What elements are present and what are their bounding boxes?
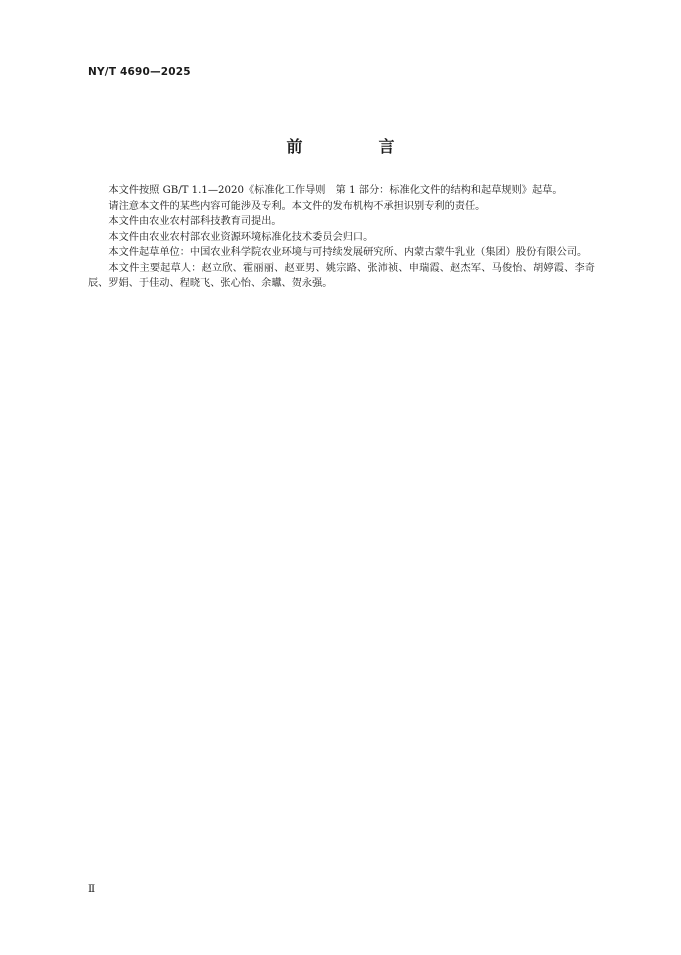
paragraph-patent-notice: 请注意本文件的某些内容可能涉及专利。本文件的发布机构不承担识别专利的责任。 (108, 200, 486, 212)
page-title: 前 言 (286, 137, 425, 156)
paragraph-proposer: 本文件由农业农村部科技教育司提出。 (108, 216, 282, 227)
paragraph-drafters: 本文件主要起草人：赵立欣、霍丽丽、赵亚男、姚宗路、张沛祯、申瑞霞、赵杰军、马俊怡、胡婷霞、李奇辰、罗娟、于佳动、程晓飞、张心怡、余瓛、贺永强。 (88, 262, 595, 289)
paragraph-centralized-management: 本文件由农业农村部农业资源环境标准化技术委员会归口。 (108, 231, 374, 243)
standard-number: NY/T 4690—2025 (88, 66, 191, 78)
page-number: Ⅱ (88, 883, 96, 895)
paragraph-drafting-units: 本文件起草单位：中国农业科学院农业环境与可持续发展研究所、内蒙古蒙牛乳业（集团）股份有限公司。 (108, 247, 588, 258)
paragraph-drafting-basis: 本文件按照 GB/T 1.1—2020《标准化工作导则 第 1 部分：标准化文件的结构和起草规则》起草。 (108, 185, 563, 196)
foreword-body (88, 183, 595, 292)
